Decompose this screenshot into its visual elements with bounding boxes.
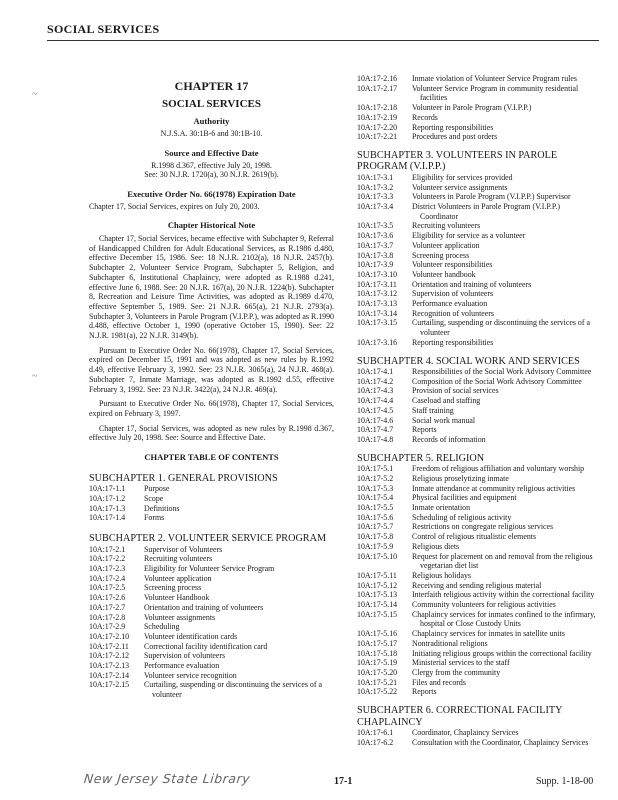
left-column: [89, 72, 334, 700]
section-number: 10A:17-2.9: [89, 622, 126, 632]
toc-entry: [357, 639, 600, 649]
section-title: Religious proselytizing inmate: [412, 473, 509, 483]
section-number: 10A:17-4.5: [357, 405, 394, 415]
section-title: Community volunteers for religious activities: [412, 600, 556, 610]
subchapter-heading: SUBCHAPTER 6. CORRECTIONAL FACILITY CHAPLAINCY: [357, 705, 563, 728]
toc-entry: [89, 564, 334, 574]
section-title: Eligibility for service as a volunteer: [412, 231, 526, 241]
section-title: Recruiting volunteers: [144, 554, 213, 564]
section-title: Inmate attendance at community religious activities: [412, 483, 576, 493]
toc-entry: [89, 494, 334, 504]
section-number: 10A:17-5.10: [357, 551, 398, 561]
section-number: 10A:17-5.11: [357, 570, 397, 580]
toc-entry: [357, 658, 600, 668]
section-title: Records of information: [412, 435, 486, 444]
section-number: 10A:17-2.8: [89, 612, 126, 622]
section-title: Coordinator, Chaplaincy Services: [412, 728, 519, 738]
section-number: 10A:17-4.6: [357, 415, 394, 425]
section-title: Eligibility for Volunteer Service Program: [144, 564, 275, 574]
toc-entry: [357, 600, 600, 610]
eo-heading: Executive Order No. 66(1978) Expiration Date: [127, 188, 296, 199]
section-number: 10A:17-1.4: [89, 513, 126, 523]
toc-entry: [357, 571, 600, 581]
toc-entry: [89, 671, 334, 681]
section-title: Definitions: [144, 503, 180, 513]
section-title: Religious holidays: [412, 570, 471, 580]
toc-list: [89, 484, 334, 523]
chapter-title: SOCIAL SERVICES: [162, 97, 261, 110]
section-number: 10A:17-2.7: [89, 602, 126, 612]
toc-entry: [357, 192, 600, 202]
section-number: 10A:17-3.5: [357, 221, 394, 231]
section-title: Orientation and training of volunteers: [144, 602, 264, 612]
section-title: Inmate violation of Volunteer Service Program rules: [412, 74, 577, 83]
section-title: Volunteer application: [412, 240, 480, 250]
section-title: Request for placement on and removal from the religious vegetarian diet list: [412, 551, 593, 571]
toc-entry: [357, 338, 600, 348]
toc-entry: [357, 367, 600, 377]
toc-list: [357, 464, 600, 697]
section-title: Volunteer Handbook: [144, 593, 210, 603]
toc-entry: [89, 603, 334, 613]
toc-entry: [357, 484, 600, 494]
section-number: 10A:17-3.14: [357, 308, 398, 318]
section-title: District Volunteers in Parole Program (V.I.P.P.) Coordinator: [412, 202, 560, 221]
section-title: Screening process: [412, 250, 470, 260]
section-number: 10A:17-2.13: [89, 661, 130, 671]
toc-entry: [357, 231, 600, 241]
section-number: 10A:17-4.2: [357, 376, 394, 386]
section-number: 10A:17-5.17: [357, 638, 398, 648]
section-title: Curtailing, suspending or discontinuing the services of a volunteer: [144, 680, 322, 700]
section-title: Volunteer service recognition: [144, 670, 237, 680]
section-title: Religious diets: [412, 541, 460, 551]
eo-text: Chapter 17, Social Services, expires on July 20, 2003.: [89, 201, 260, 211]
section-number: 10A:17-3.2: [357, 182, 394, 192]
section-number: 10A:17-2.20: [357, 122, 398, 132]
section-number: 10A:17-2.15: [89, 680, 130, 690]
section-title: Initiating religious groups within the correctional facility: [412, 648, 592, 658]
section-number: 10A:17-5.3: [357, 483, 394, 493]
section-title: Volunteer Service Program in community residential facilities: [412, 83, 579, 103]
toc-entry: [357, 221, 600, 231]
section-number: 10A:17-5.18: [357, 648, 398, 658]
toc-entry: [357, 377, 600, 387]
section-number: 10A:17-5.15: [357, 609, 398, 619]
toc-entry: [89, 613, 334, 623]
toc-list: [89, 545, 334, 700]
section-number: 10A:17-3.3: [357, 192, 394, 202]
section-title: Files and records: [412, 677, 466, 687]
toc-entry: [357, 503, 600, 513]
toc-entry: [89, 583, 334, 593]
section-number: 10A:17-1.1: [89, 484, 126, 494]
toc-entry: [89, 484, 334, 494]
section-number: 10A:17-2.11: [89, 641, 129, 651]
toc-entry: [357, 132, 600, 142]
section-title: Interfaith religious activity within the correctional facility: [412, 590, 595, 600]
toc-entry: [357, 532, 600, 542]
toc-list: [357, 367, 600, 445]
toc-entry: [89, 504, 334, 514]
toc-entry: [89, 554, 334, 564]
section-number: 10A:17-5.1: [357, 464, 394, 474]
toc-entry: [357, 728, 600, 738]
toc-entry: [357, 678, 600, 688]
section-number: 10A:17-5.21: [357, 677, 398, 687]
section-number: 10A:17-2.5: [89, 583, 126, 593]
section-title: Volunteer application: [144, 573, 212, 583]
margin-mark: ~: [32, 89, 38, 100]
section-number: 10A:17-3.6: [357, 231, 394, 241]
toc-entry: [357, 270, 600, 280]
toc-entry: [89, 642, 334, 652]
section-title: Volunteer handbook: [412, 269, 476, 279]
toc-entry: [357, 123, 600, 133]
subchapter-heading: SUBCHAPTER 1. GENERAL PROVISIONS: [89, 472, 278, 484]
margin-mark: ~: [32, 371, 38, 382]
section-number: 10A:17-2.3: [89, 564, 126, 574]
section-title: Performance evaluation: [412, 299, 488, 309]
toc-entry: [357, 74, 600, 84]
toc-entry: [357, 251, 600, 261]
section-number: 10A:17-3.15: [357, 318, 398, 328]
right-column: [357, 74, 600, 747]
toc-entry: [357, 103, 600, 113]
section-number: 10A:17-2.2: [89, 554, 126, 564]
section-title: Recruiting volunteers: [412, 221, 481, 231]
section-number: 10A:17-3.8: [357, 250, 394, 260]
toc-entry: [357, 416, 600, 426]
toc-heading: CHAPTER TABLE OF CONTENTS: [144, 452, 279, 463]
section-number: 10A:17-5.7: [357, 522, 394, 532]
section-title: Procedures and post orders: [412, 132, 498, 142]
section-title: Recognition of volunteers: [412, 308, 494, 318]
section-title: Performance evaluation: [144, 661, 220, 671]
section-title: Restrictions on congregate religious services: [412, 522, 554, 532]
toc-entry: [357, 202, 600, 221]
toc-entry: [357, 396, 600, 406]
toc-entry: [357, 299, 600, 309]
toc-entry: [357, 183, 600, 193]
section-title: Ministerial services to the staff: [412, 658, 510, 668]
section-title: Consultation with the Coordinator, Chaplaincy Services: [412, 737, 589, 747]
section-number: 10A:17-2.12: [89, 651, 130, 661]
section-title: Purpose: [144, 484, 170, 494]
authority-text: N.J.S.A. 30:1B-6 and 30:1B-10.: [160, 129, 263, 139]
section-number: 10A:17-5.20: [357, 667, 398, 677]
section-title: Scope: [144, 494, 164, 503]
toc-entry: [89, 574, 334, 584]
toc-entry: [357, 386, 600, 396]
section-number: 10A:17-4.7: [357, 425, 394, 435]
source-line: See: 30 N.J.R. 1720(a), 30 N.J.R. 2619(b).: [144, 170, 279, 180]
library-stamp: New Jersey State Library: [83, 771, 251, 786]
subchapter-heading: SUBCHAPTER 3. VOLUNTEERS IN PAROLE PROGRAM (V.I.P.P.): [357, 149, 558, 173]
section-title: Supervision of volunteers: [412, 289, 494, 299]
supplement-date: Supp. 1-18-00: [536, 776, 594, 787]
toc-entry: [357, 649, 600, 659]
history-paragraph: Chapter 17, Social Services, was adopted as new rules by R.1998 d.367, effective July 20, 1998. See: Source and Effective Date.: [89, 423, 334, 443]
section-number: 10A:17-6.2: [357, 737, 394, 747]
section-title: Forms: [144, 513, 165, 523]
section-number: 10A:17-1.2: [89, 494, 126, 503]
section-title: Screening process: [144, 583, 202, 593]
section-title: Scheduling: [144, 622, 180, 632]
section-title: Control of religious ritualistic elements: [412, 532, 537, 542]
toc-entry: [357, 260, 600, 270]
section-title: Chaplaincy services for inmates in satellite units: [412, 629, 565, 639]
section-number: 10A:17-5.9: [357, 541, 394, 551]
section-title: Physical facilities and equipment: [412, 493, 517, 503]
chapter-number: CHAPTER 17: [174, 79, 249, 93]
section-number: 10A:17-2.1: [89, 544, 126, 554]
history-paragraph: Pursuant to Executive Order No. 66(1978), Chapter 17, Social Services, expired on February 3, 1997.: [89, 399, 334, 418]
toc-entry: [89, 651, 334, 661]
toc-entry: [357, 493, 600, 503]
section-title: Social work manual: [412, 415, 476, 425]
section-number: 10A:17-5.19: [357, 658, 398, 668]
toc-list: [357, 74, 600, 142]
toc-entry: [357, 113, 600, 123]
toc-entry: [357, 280, 600, 290]
section-title: Chaplaincy services for inmates confined to the infirmary, hospital or Close Custody Units: [412, 609, 596, 629]
toc-entry: [357, 590, 600, 600]
section-number: 10A:17-2.4: [89, 573, 126, 583]
toc-entry: [357, 542, 600, 552]
section-title: Volunteer identification cards: [144, 631, 238, 641]
subchapter-heading: SUBCHAPTER 4. SOCIAL WORK AND SERVICES: [357, 355, 580, 367]
section-title: Reporting responsibilities: [412, 122, 494, 132]
section-title: Reporting responsibilities: [412, 337, 494, 347]
toc-entry: [357, 738, 600, 748]
toc-entry: [357, 668, 600, 678]
toc-entry: [89, 661, 334, 671]
section-title: Responsibilities of the Social Work Advisory Committee: [412, 367, 592, 377]
toc-entry: [357, 425, 600, 435]
section-title: Orientation and training of volunteers: [412, 279, 532, 289]
section-title: Volunteer in Parole Program (V.I.P.P.): [412, 103, 532, 113]
section-number: 10A:17-4.8: [357, 435, 394, 444]
section-title: Clergy from the community: [412, 667, 501, 677]
section-title: Provision of social services: [412, 386, 499, 396]
section-number: 10A:17-2.10: [89, 631, 130, 641]
section-number: 10A:17-5.14: [357, 600, 398, 610]
section-title: Volunteer service assignments: [412, 182, 508, 192]
section-number: 10A:17-3.4: [357, 202, 394, 212]
section-number: 10A:17-2.21: [357, 132, 398, 142]
toc-entry: [357, 581, 600, 591]
section-title: Volunteer responsibilities: [412, 260, 493, 270]
toc-entry: [357, 435, 600, 445]
section-title: Freedom of religious affiliation and voluntary worship: [412, 464, 585, 474]
section-number: 10A:17-5.2: [357, 473, 394, 483]
toc-entry: [357, 318, 600, 337]
toc-list: [357, 728, 600, 747]
authority-heading: Authority: [193, 116, 230, 127]
section-title: Inmate orientation: [412, 503, 471, 513]
section-title: Reports: [412, 687, 437, 697]
section-title: Nontraditional religions: [412, 638, 488, 648]
section-title: Volunteers in Parole Program (V.I.P.P.) Supervisor: [412, 192, 571, 202]
toc-list: [357, 173, 600, 348]
section-number: 10A:17-5.12: [357, 580, 398, 590]
section-title: Volunteer assignments: [144, 612, 216, 622]
section-title: Receiving and sending religious material: [412, 580, 542, 590]
section-number: 10A:17-1.3: [89, 503, 126, 513]
toc-entry: [357, 406, 600, 416]
section-title: Reports: [412, 425, 437, 435]
source-line: R.1998 d.367, effective July 20, 1998.: [151, 160, 272, 170]
section-title: Correctional facility identification card: [144, 641, 268, 651]
toc-entry: [357, 241, 600, 251]
section-number: 10A:17-5.5: [357, 503, 394, 513]
running-header: SOCIAL SERVICES: [47, 22, 160, 36]
toc-entry: [357, 552, 600, 571]
section-number: 10A:17-3.12: [357, 289, 398, 299]
section-number: 10A:17-5.8: [357, 532, 394, 542]
section-title: Composition of the Social Work Advisory Committee: [412, 376, 582, 386]
section-number: 10A:17-2.14: [89, 670, 130, 680]
section-title: Eligibility for services provided: [412, 172, 513, 182]
section-number: 10A:17-3.1: [357, 172, 394, 182]
section-number: 10A:17-3.9: [357, 260, 394, 270]
toc-entry: [89, 632, 334, 642]
toc-entry: [357, 610, 600, 629]
section-number: 10A:17-5.22: [357, 687, 398, 697]
subchapter-heading: SUBCHAPTER 2. VOLUNTEER SERVICE PROGRAM: [89, 533, 327, 545]
toc-entry: [357, 522, 600, 532]
section-title: Staff training: [412, 405, 454, 415]
section-number: 10A:17-5.16: [357, 629, 398, 639]
toc-entry: [357, 289, 600, 299]
section-number: 10A:17-2.18: [357, 103, 398, 113]
section-number: 10A:17-3.10: [357, 269, 398, 279]
section-title: Scheduling of religious activity: [412, 512, 512, 522]
section-number: 10A:17-5.13: [357, 590, 398, 600]
toc-entry: [357, 309, 600, 319]
toc-entry: [357, 629, 600, 639]
toc-entry: [357, 687, 600, 697]
section-title: Curtailing, suspending or discontinuing the services of a volunteer: [412, 318, 590, 338]
section-number: 10A:17-3.16: [357, 337, 398, 347]
section-number: 10A:17-2.16: [357, 74, 398, 83]
section-title: Caseload and staffing: [412, 396, 481, 406]
page-number: 17-1: [334, 776, 353, 787]
section-title: Supervisor of Volunteers: [144, 544, 223, 554]
section-number: 10A:17-4.4: [357, 396, 394, 406]
toc-entry: [357, 464, 600, 474]
toc-entry: [357, 84, 600, 103]
toc-entry: [357, 513, 600, 523]
source-heading: Source and Effective Date: [164, 147, 259, 158]
toc-entry: [89, 513, 334, 523]
toc-entry: [357, 474, 600, 484]
section-title: Records: [412, 112, 438, 122]
section-number: 10A:17-5.4: [357, 493, 394, 503]
section-title: Supervision of volunteers: [144, 651, 226, 661]
history-heading: Chapter Historical Note: [167, 220, 256, 231]
section-number: 10A:17-2.6: [89, 593, 126, 603]
history-paragraph: Pursuant to Executive Order No. 66(1978), Chapter 17, Social Services, expired on December 15, 1991 and was adopted as new rules by R.1992 d.49, effective February 3, 1992. See: 23 N.J.R. 3065(a), 24 N.J.R. 468(a). Subchapter 7, Inmate Marriage, was adopted as R.1992 d.55, effective February 3, 1992. See: 23 N.J.R. 3422(a), 24 N.J.R. 469(a).: [89, 345, 334, 394]
toc-entry: [357, 173, 600, 183]
toc-entry: [89, 593, 334, 603]
toc-entry: [89, 622, 334, 632]
header-rule: [47, 40, 599, 41]
history-paragraph: Chapter 17, Social Services, became effective with Subchapter 9, Referral of Handicapped Children for Adult Educational Services, as R.1986 d.480, effective December 15, 1986. See: 18 N.J.R. 2102(a), 18 N.J.R. 2457(b). Subchapter 2, Volunteer Service Program, Subchapter 5, Religion, and Subchapter 6, Institutional Chaplaincy, were adopted as R.1988 d.241, effective June 6, 1988. See: 20 N.J.R. 167(a), 20 N.J.R. 1224(b). Subchapter 8, Recreation and Leisure Time Activities, was adopted as R.1989 d.470, effective September 5, 1989. See: 21 N.J.R. 665(a), 21 N.J.R. 2793(a). Subchapter 3, Volunteers in Parole Program (V.I.P.P.), was adopted as R.1990 d.488, effective October 1, 1990 (operative October 15, 1990). See: 22 N.J.R. 1981(a), 22 N.J.R. 3149(b).: [89, 234, 334, 341]
section-number: 10A:17-2.17: [357, 83, 398, 93]
section-number: 10A:17-3.7: [357, 240, 394, 250]
section-number: 10A:17-6.1: [357, 728, 394, 738]
section-number: 10A:17-2.19: [357, 112, 398, 122]
section-number: 10A:17-3.13: [357, 299, 398, 309]
toc-entry: [89, 680, 334, 699]
subchapter-heading: SUBCHAPTER 5. RELIGION: [357, 452, 485, 464]
section-number: 10A:17-4.1: [357, 367, 394, 377]
section-number: 10A:17-3.11: [357, 279, 397, 289]
section-number: 10A:17-5.6: [357, 512, 394, 522]
section-number: 10A:17-4.3: [357, 386, 394, 396]
toc-entry: [89, 545, 334, 555]
